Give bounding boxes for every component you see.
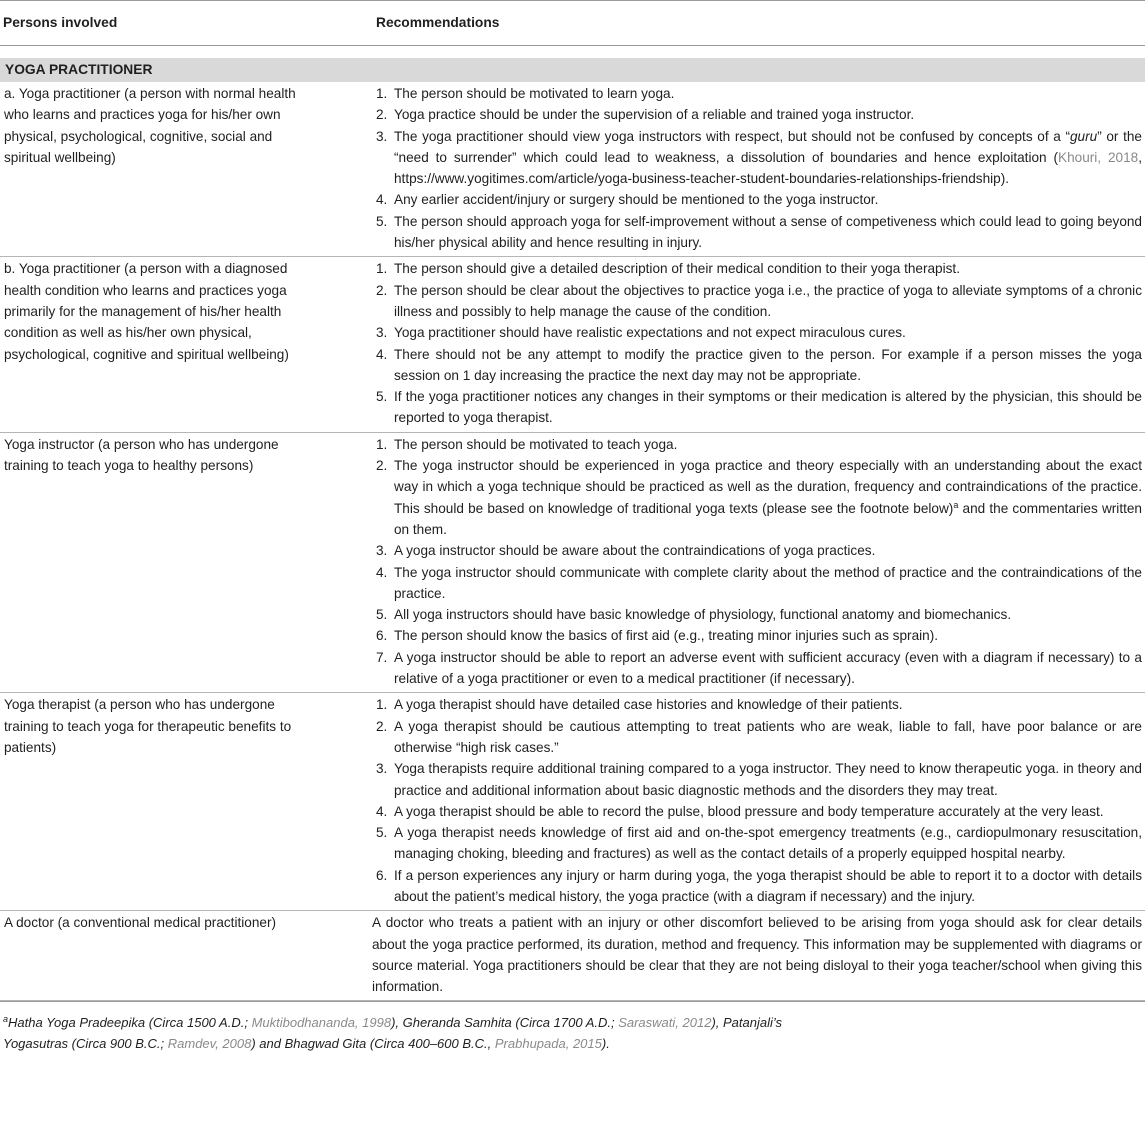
- list-item: [372, 822, 1142, 865]
- item-text: Any earlier accident/injury or surgery should be mentioned to the yoga instructor.: [394, 192, 879, 208]
- item-text: The person should be clear about the objectives to practice yoga i.e., the practice of yoga to alleviate symptoms of a chronic illness and possibly to help manage the cause of the condition.: [394, 282, 1142, 319]
- list-item: [372, 562, 1142, 605]
- recommendation-list: [372, 434, 1142, 690]
- item-number: 6.: [376, 628, 388, 644]
- text-fragment: , https://www.yogitimes.com/article/yoga-business-teacher-student-boundaries-relationships-friendship).: [394, 149, 1142, 187]
- footnote-text: ).: [601, 1036, 610, 1052]
- table-row: [0, 82, 1145, 257]
- item-number: 5.: [376, 389, 388, 405]
- item-text: [394, 455, 1142, 540]
- item-text: A yoga instructor should be able to report an adverse event with sufficient accuracy (even with a diagram if necessary) to a relative of a yoga practitioner or even to a medical practitioner (if necessary).: [394, 649, 1142, 687]
- list-item: [372, 716, 1142, 759]
- footnote-ref[interactable]: a: [953, 499, 959, 510]
- item-text: If the yoga practitioner notices any changes in their symptoms or their medication is altered by the physician, this should be reported to yoga therapist.: [394, 389, 1142, 426]
- table-row: [0, 433, 1145, 694]
- item-text: All yoga instructors should have basic knowledge of physiology, functional anatomy and biomechanics.: [394, 607, 1012, 623]
- item-number: 1.: [376, 86, 388, 101]
- list-item: [372, 211, 1142, 254]
- item-text: Yoga practice should be under the supervision of a reliable and trained yoga instructor.: [394, 107, 915, 123]
- table-header: [0, 0, 1145, 46]
- list-item: [372, 344, 1142, 387]
- recommendation-list: [372, 83, 1142, 253]
- footnote-text: Yogasutras (Circa 900 B.C.;: [3, 1036, 168, 1052]
- item-text: The person should be motivated to learn yoga.: [394, 86, 675, 101]
- recommendations-cell: [372, 694, 1145, 907]
- list-item: [372, 540, 1142, 561]
- footnote-line-2: [3, 1033, 1145, 1054]
- list-item: [372, 694, 1142, 715]
- recommendations-cell: [372, 83, 1145, 253]
- list-item: [372, 322, 1142, 343]
- persons-cell: Yoga therapist (a person who has undergone training to teach yoga for therapeutic benefits to patients): [4, 697, 292, 755]
- item-text: A yoga therapist should have detailed case histories and knowledge of their patients.: [394, 697, 903, 713]
- table-row: [0, 257, 1145, 432]
- item-number: 2.: [376, 282, 388, 298]
- item-number: 5.: [376, 825, 388, 841]
- list-item: [372, 434, 1142, 455]
- item-text: Yoga practitioner should have realistic expectations and not expect miraculous cures.: [394, 325, 906, 341]
- footnote-text: Hatha Yoga Pradeepika (Circa 1500 A.D.;: [8, 1015, 252, 1031]
- list-item: [372, 865, 1142, 908]
- text-fragment: The yoga practitioner should view yoga instructors with respect, but should not be confused by concepts of a “: [394, 128, 1070, 144]
- item-text: [394, 126, 1142, 190]
- item-number: 4.: [376, 564, 388, 580]
- item-text: A yoga therapist should be able to record the pulse, blood pressure and body temperature accurately at the very least.: [394, 803, 1104, 819]
- item-text: There should not be any attempt to modify the practice given to the person. For example if a person misses the yoga session on 1 day increasing the practice the next day may not be appropriate.: [394, 346, 1142, 383]
- list-item: [372, 104, 1142, 125]
- persons-cell: A doctor (a conventional medical practitioner): [4, 915, 277, 931]
- list-item: [372, 258, 1142, 279]
- item-text: A yoga therapist needs knowledge of first aid and on-the-spot emergency treatments (e.g., cardiopulmonary resuscitation, managing choking, bleeding and fractures) as well as the contact details of a properly equipped hospital nearby.: [394, 825, 1142, 862]
- item-text: A yoga instructor should be aware about the contraindications of yoga practices.: [394, 543, 876, 559]
- recommendation-list: [372, 258, 1142, 428]
- item-number: 4.: [376, 346, 388, 362]
- item-number: 5.: [376, 213, 388, 229]
- list-item: [372, 758, 1142, 801]
- table-row: [0, 693, 1145, 911]
- item-text: The person should know the basics of first aid (e.g., treating minor injuries such as sprain).: [394, 628, 939, 644]
- emphasis-text: guru: [1069, 128, 1098, 144]
- list-item: [372, 83, 1142, 104]
- list-item: [372, 455, 1142, 540]
- item-text: The person should approach yoga for self-improvement without a sense of competiveness which could lead to going beyond his/her physical ability and hence resulting in injury.: [394, 213, 1142, 251]
- item-number: 3.: [376, 761, 388, 777]
- list-item: [372, 801, 1142, 822]
- item-number: 1.: [376, 261, 388, 277]
- text-fragment: The yoga instructor should be experienced in yoga practice and theory especially with an understanding about the exact way in which a yoga technique should be practiced as well as the duration, frequency and contraindications of the practice. This should be based on knowledge of traditional yoga texts (please see the footnote below): [394, 458, 1142, 516]
- footnote-text: ) and Bhagwad Gita (Circa 400–600 B.C.,: [251, 1036, 495, 1052]
- item-number: 4.: [376, 803, 388, 819]
- footnote-mark: a: [3, 1014, 9, 1025]
- citation-link[interactable]: Khouri, 2018: [1058, 149, 1139, 165]
- item-number: 4.: [376, 192, 388, 208]
- citation-link[interactable]: Muktibodhananda, 1998: [251, 1015, 392, 1031]
- item-number: 5.: [376, 607, 388, 623]
- list-item: [372, 625, 1142, 646]
- table-row: [0, 911, 1145, 1001]
- section-heading: YOGA PRACTITIONER: [0, 58, 1145, 82]
- item-number: 2.: [376, 718, 388, 734]
- item-number: 6.: [376, 867, 388, 883]
- item-text: The person should give a detailed description of their medical condition to their yoga therapist.: [394, 261, 960, 277]
- list-item: [372, 280, 1142, 323]
- list-item: [372, 126, 1142, 190]
- header-persons: Persons involved: [3, 15, 118, 31]
- item-number: 2.: [376, 458, 388, 474]
- item-text: A yoga therapist should be cautious attempting to treat patients who are weak, liable to fall, have poor balance or are otherwise “high risk cases.”: [394, 718, 1142, 755]
- item-number: 1.: [376, 436, 388, 452]
- item-text: Yoga therapists require additional training compared to a yoga instructor. They need to know therapeutic yoga. in theory and practice and additional information about basic diagnostic methods and the disorders they may treat.: [394, 761, 1142, 798]
- recommendations-cell: [372, 912, 1145, 997]
- recommendations-cell: [372, 434, 1145, 690]
- citation-link[interactable]: Ramdev, 2008: [167, 1036, 252, 1052]
- item-number: 1.: [376, 697, 388, 713]
- recommendations-cell: [372, 258, 1145, 428]
- header-recommendations: Recommendations: [376, 15, 500, 31]
- footnote-line-1: [3, 1012, 1145, 1033]
- list-item: [372, 386, 1142, 429]
- recommendation-paragraph: A doctor who treats a patient with an injury or other discomfort believed to be arising from yoga should ask for clear details about the yoga practice performed, its duration, method and frequency. This information may be supplemented with diagrams or source material. Yoga practitioners should be clear that they are not being disloyal to their yoga teacher/school when giving this information.: [372, 915, 1142, 995]
- list-item: [372, 647, 1142, 690]
- list-item: [372, 189, 1142, 210]
- item-text: The person should be motivated to teach yoga.: [394, 436, 678, 452]
- recommendation-list: [372, 694, 1142, 907]
- item-number: 7.: [376, 649, 388, 665]
- footnote-text: ), Patanjali’s: [711, 1015, 783, 1031]
- text-fragment: ” or the “need to surrender” which could lead to weakness, a dissolution of boundaries and hence exploitation (: [394, 128, 1142, 165]
- table-body: [0, 82, 1145, 1001]
- list-item: [372, 604, 1142, 625]
- item-number: 2.: [376, 107, 388, 123]
- persons-cell: a. Yoga practitioner (a person with normal health who learns and practices yoga for his/her own physical, psychological, cognitive, social and spiritual wellbeing): [4, 86, 296, 165]
- item-number: 3.: [376, 325, 388, 341]
- item-number: 3.: [376, 543, 388, 559]
- item-text: The yoga instructor should communicate with complete clarity about the method of practice and the contraindications of the practice.: [394, 564, 1142, 601]
- citation-link[interactable]: Saraswati, 2012: [618, 1015, 712, 1031]
- persons-cell: Yoga instructor (a person who has undergone training to teach yoga to healthy persons): [4, 436, 279, 474]
- text-fragment: and the commentaries written on them.: [394, 500, 1142, 537]
- footnote-text: ), Gheranda Samhita (Circa 1700 A.D.;: [391, 1015, 619, 1031]
- citation-link[interactable]: Prabhupada, 2015: [494, 1036, 602, 1052]
- item-number: 3.: [376, 128, 388, 144]
- persons-cell: b. Yoga practitioner (a person with a diagnosed health condition who learns and practices yoga primarily for the management of his/her health condition as well as his/her own physical, psychological, cognitive and spiritual wellbeing): [4, 261, 289, 362]
- footnote: [0, 1001, 1145, 1054]
- item-text: If a person experiences any injury or harm during yoga, the yoga therapist should be able to report it to a doctor with details about the patient’s medical history, the yoga practice (with a diagram if necessary) and the injury.: [394, 867, 1142, 904]
